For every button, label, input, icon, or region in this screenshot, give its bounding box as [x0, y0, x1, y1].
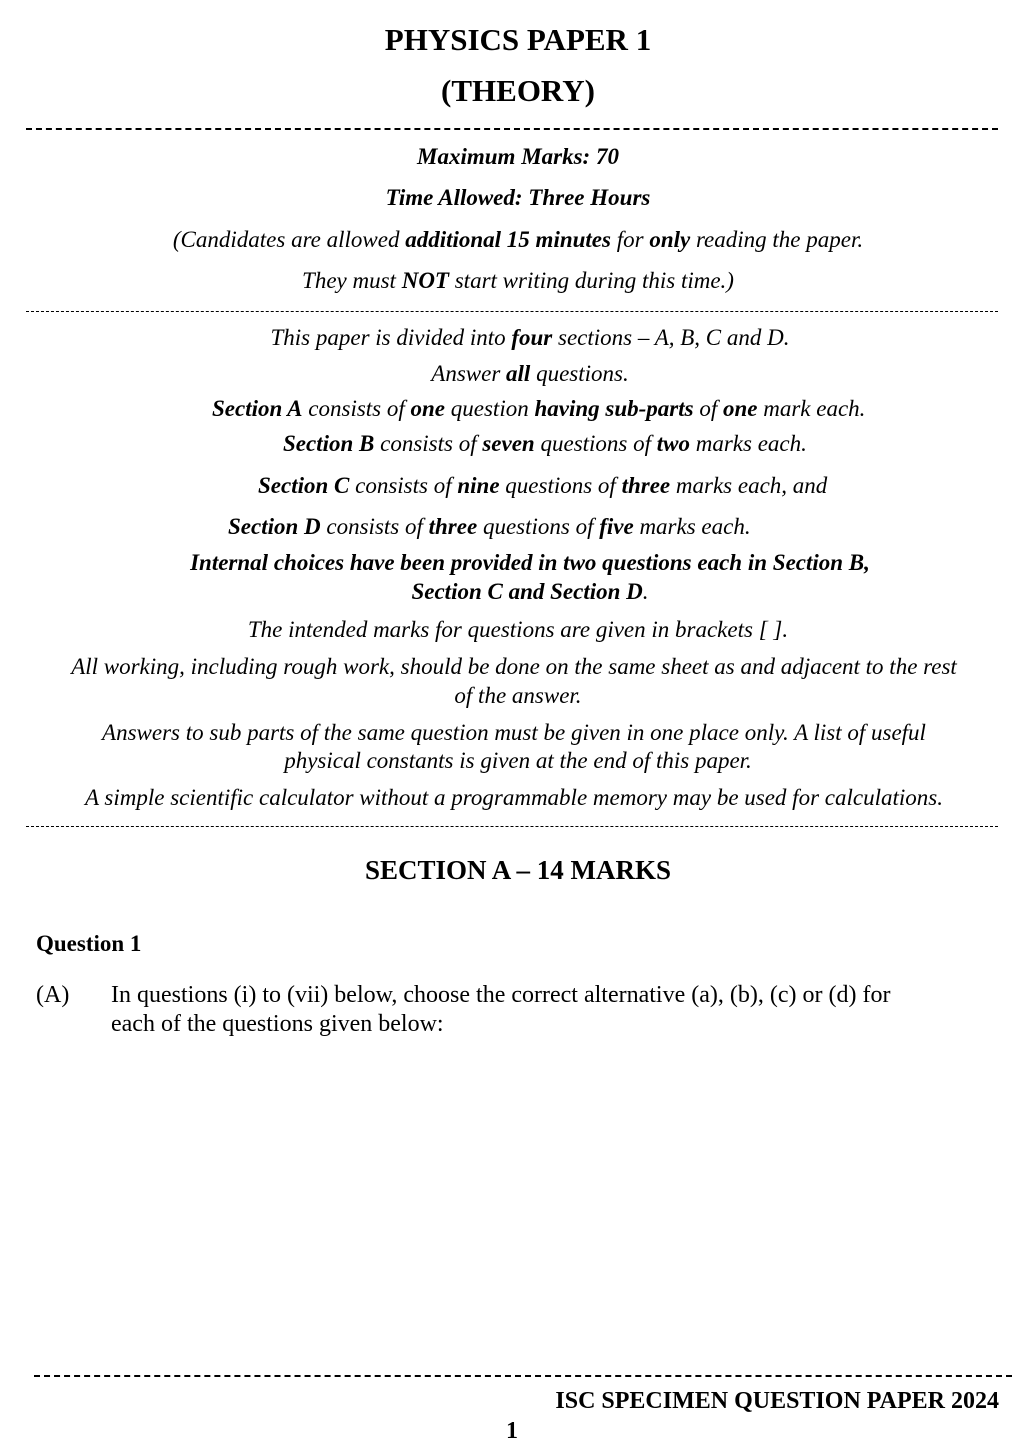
question-1-label: Question 1	[36, 931, 142, 956]
internal-choice-note-line1: Internal choices have been provided in two questions each in Section B,	[190, 550, 870, 575]
part-a-label: (A)	[36, 982, 70, 1008]
part-a-text	[111, 981, 991, 1039]
instruction-section-c: Section C consists of nine questions of three marks each, and	[258, 473, 828, 498]
time-allowed: Time Allowed: Three Hours	[385, 185, 651, 210]
divider	[26, 311, 998, 312]
instruction-section-b: Section B consists of seven questions of two marks each.	[283, 431, 807, 456]
calculator-note: A simple scientific calculator without a programmable memory may be used for calculations.	[85, 785, 943, 810]
reading-time-note: (Candidates are allowed additional 15 minutes for only reading the paper.	[172, 227, 864, 252]
paper-subtitle: (THEORY)	[441, 73, 595, 108]
part-a-text-line2: each of the questions given below:	[111, 1011, 444, 1037]
internal-choice-note-line2: Section C and Section D.	[411, 579, 649, 604]
page-number: 1	[506, 1418, 518, 1444]
part-a-text-line1: In questions (i) to (vii) below, choose the correct alternative (a), (b), (c) or (d) for	[111, 982, 891, 1008]
subparts-note-line2: physical constants is given at the end of this paper.	[284, 748, 752, 773]
instruction-sections: This paper is divided into four sections – A, B, C and D.	[270, 325, 790, 350]
footer-divider	[34, 1375, 1012, 1377]
rough-work-note-line2: of the answer.	[454, 683, 582, 708]
footer-label: ISC SPECIMEN QUESTION PAPER 2024	[555, 1388, 999, 1414]
instruction-section-a: Section A consists of one question having sub-parts of one mark each.	[212, 396, 866, 421]
instruction-answer-all: Answer all questions.	[431, 361, 629, 386]
marks-bracket-note: The intended marks for questions are given in brackets [ ].	[247, 617, 789, 642]
section-a-heading: SECTION A – 14 MARKS	[364, 855, 672, 885]
paper-title: PHYSICS PAPER 1	[384, 22, 652, 57]
no-writing-note: They must NOT start writing during this time.)	[302, 268, 734, 293]
maximum-marks: Maximum Marks: 70	[417, 144, 619, 169]
instruction-section-d: Section D consists of three questions of five marks each.	[228, 514, 751, 539]
subparts-note-line1: Answers to sub parts of the same question must be given in one place only. A list of useful	[102, 720, 926, 745]
divider	[26, 826, 998, 827]
rough-work-note-line1: All working, including rough work, should be done on the same sheet as and adjacent to the rest	[71, 654, 957, 679]
divider	[26, 128, 998, 130]
